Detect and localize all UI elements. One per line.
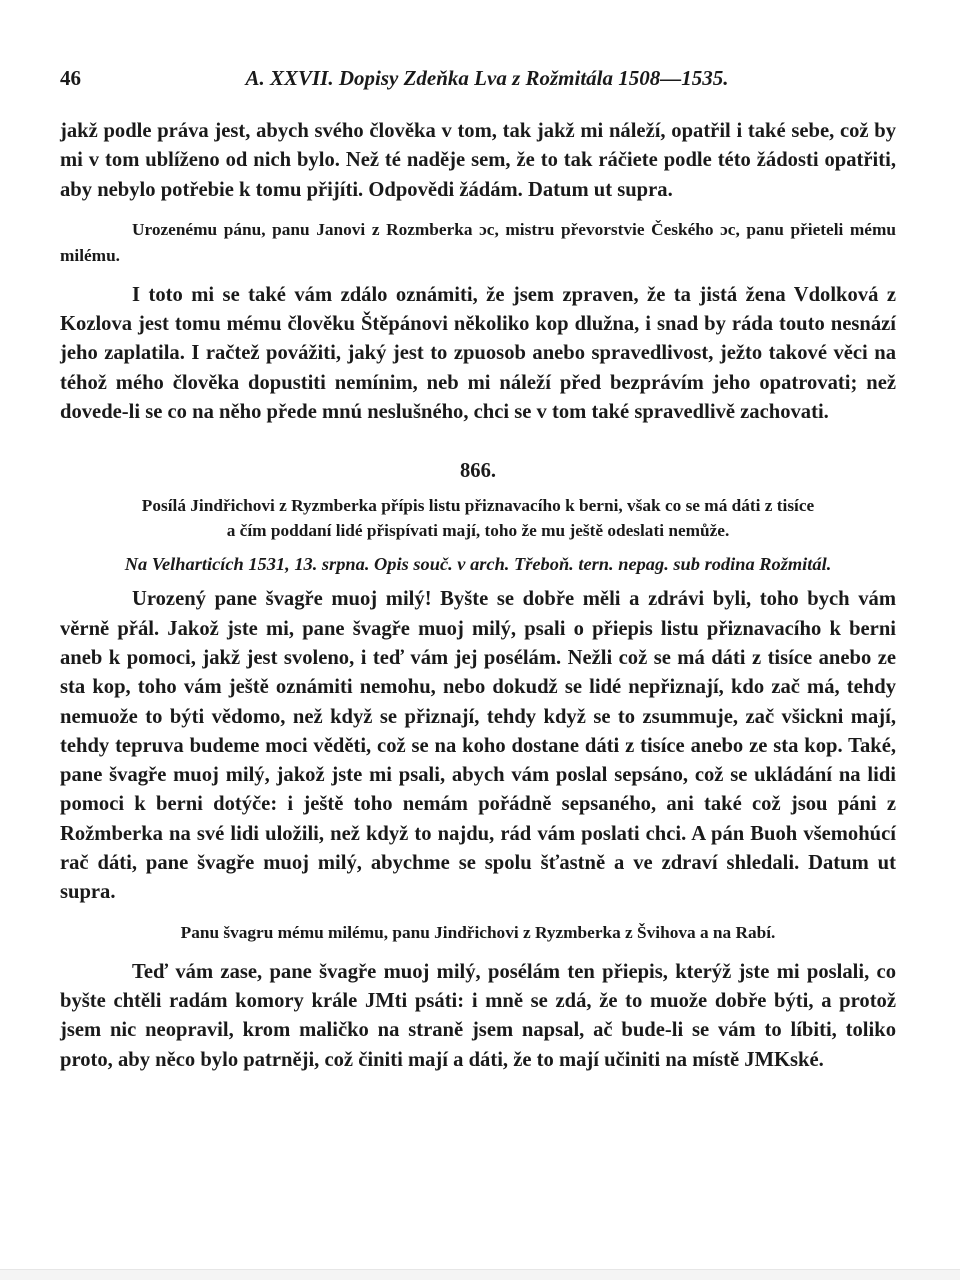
page-body (60, 117, 896, 1075)
letter-866-number: 866. (459, 460, 497, 483)
letter-865-closing-paragraph: jakž podle práva jest, abych svého člověka v tom, tak jakž mi náleží, opatřil i také sebe, což by mi v tom ublíženo od nich bylo. Než té naděje sem, že to tak ráčiete podle této žádosti opatřiti, aby nebylo potřebie k tomu přijíti. Odpovědi žádám. Datum ut supra. (60, 120, 896, 201)
letter-866-address: Panu švagru mému milému, panu Jindřichovi z Ryzmberka z Švihova a na Rabí. (180, 922, 776, 942)
page-header (60, 66, 900, 92)
letter-866-summary-line-1: Posílá Jindřichovi z Ryzmberka přípis listu přiznavacího k berni, však co se má dáti z tisíce (141, 496, 815, 516)
letter-866-postscript: Teď vám zase, pane švagře muoj milý, posélám ten přiepis, kterýž jste mi poslali, co byšte chtěli radám komory krále JMti psáti: i mně se zdá, že to muože dobře býti, a protož jsem nic neopravil, krom maličko na straně jsem napsal, ač bude-li se vám to líbiti, toliko proto, aby něco bylo patrněji, což činiti mají a dáti, že to mají učiniti na místě JMKské. (60, 960, 896, 1071)
letter-865-address: Urozenému pánu, panu Janovi z Rozmberka ɔc, mistru převorstvie Českého ɔc, panu přieteli mému milému. (60, 219, 896, 265)
letter-865-postscript: I toto mi se také vám zdálo oznámiti, že jsem zpraven, že ta jistá žena Vdolková z Kozlova jest tomu mému člověku Štěpánovi několiko kop dlužna, i snad by ráda touto nesnází jeho zaplatila. I račtež povážiti, jaký jest to zpuosob anebo spravedlivost, ježto takové věci na téhož mého člověka dopustiti nemínim, neb mi náleží před bezprávím jeho opatrovati; než dovede-li se co na něho přede mnú neslušného, chci se v tom také spravedlivě zachovati. (60, 283, 896, 424)
letter-866-body: Urozený pane švagře muoj milý! Byšte se dobře měli a zdrávi byli, toho bych vám věrně přál. Jakož jste mi, pane švagře muoj milý, psali o přiepis listu přiznavacího k berni aneb k pomoci, jakž jest svoleno, i teď vám jej posélám. Nežli což se má dáti z tisíce anebo ze sta kop, toho vám ještě oznámiti nemohu, nebo dokudž se lidé nepřiznají, kdo zač má, tehdy nemuože to býti vědomo, než když se přiznají, tehdy když se to zsummuje, zač všickni mají, tehdy tepruva budeme moci věděti, což se na koho dostane dáti z tisíce anebo ze sta kop. Také, pane švagře muoj milý, jakož jste mi psali, abych vám poslal sepsáno, což se ukládání na lidi pomoci k berni dotýče: i ještě toho nemám pořádně sepsaného, ani také což jsou páni z Rožmberka na své lidi uložili, než když to najdu, rád vám poslati chci. A pán Buoh všemohúcí rač dáti, pane švagře muoj milý, abychme se spolu šťastně a ve zdraví shledali. Datum ut supra. (60, 588, 896, 904)
page-number: 46 (60, 66, 81, 90)
page-bottom-edge (0, 1269, 960, 1280)
letter-866-source-note: Na Velharticích 1531, 13. srpna. Opis souč. v arch. Třeboň. tern. nepag. sub rodina Rožmitál. (124, 554, 832, 575)
letter-866-summary-line-2: a čím poddaní lidé přispívati mají, toho že mu ještě odeslati nemůže. (226, 521, 730, 541)
running-title: A. XXVII. Dopisy Zdeňka Lva z Rožmitála 1508—1535. (245, 66, 729, 90)
